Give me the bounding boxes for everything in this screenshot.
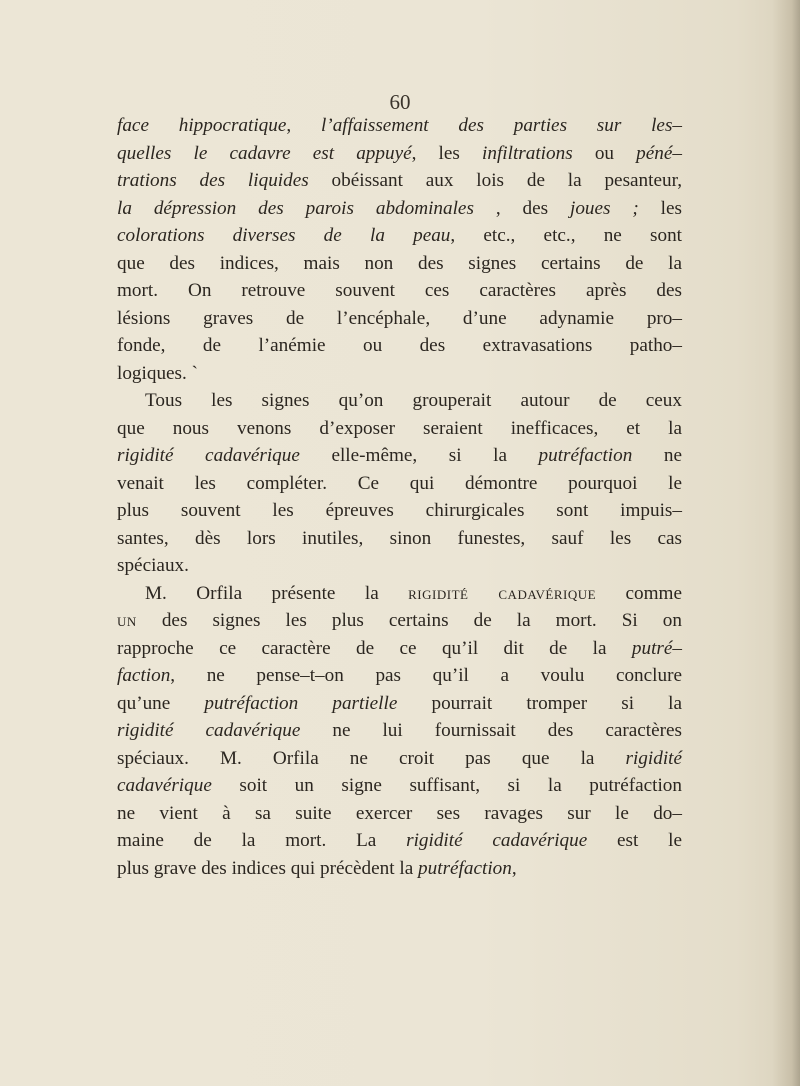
text-line (117, 690, 682, 718)
text-line (117, 415, 682, 443)
text-run: ne (632, 445, 682, 466)
text-line (117, 387, 682, 415)
text-line (117, 470, 682, 498)
text-line (117, 497, 682, 525)
italic-phrase: la dépression des parois abdominales (117, 197, 474, 219)
italic-phrase: rigidité (625, 747, 682, 769)
text-line (117, 717, 682, 745)
small-caps-phrase: un (117, 610, 137, 631)
text-line (117, 662, 682, 690)
text-line (117, 332, 682, 360)
text-run: elle-même, si la (299, 445, 539, 466)
italic-phrase: infiltrations (482, 142, 573, 164)
text-run: , (511, 857, 517, 879)
text-line (117, 855, 682, 883)
text-run: comme (596, 582, 682, 604)
page-edge-shadow (772, 0, 800, 1086)
body-text (117, 112, 682, 882)
text-line (117, 552, 682, 580)
text-run: pourrait tromper si la (397, 692, 683, 714)
text-line (117, 140, 682, 168)
text-run: , (286, 115, 321, 136)
italic-phrase: joues ; (569, 197, 639, 219)
italic-phrase: trations des liquides (117, 170, 309, 191)
text-line (117, 800, 682, 828)
text-run: logiques. ` (117, 362, 199, 384)
text-run: , ne pense–t–on pas qu’il a voulu conclure (170, 665, 682, 686)
text-line (117, 580, 682, 608)
text-run: spéciaux. (117, 555, 189, 576)
text-line (117, 827, 682, 855)
text-line (117, 525, 682, 553)
italic-phrase: rigidité cadavérique (117, 445, 300, 466)
italic-phrase: faction (117, 665, 171, 686)
text-line (117, 635, 682, 663)
italic-phrase: rigidité cadavérique (406, 830, 588, 851)
italic-phrase: putréfaction (418, 857, 512, 879)
italic-phrase: face hippocratique (117, 115, 287, 136)
text-line (117, 167, 682, 195)
text-run: santes, dès lors inutiles, sinon funestes, sauf les cas (117, 527, 682, 549)
text-line (117, 112, 682, 140)
italic-phrase: colorations diverses de la peau (117, 225, 451, 246)
text-run: ne vient à sa suite exercer ses ravages sur le do– (117, 802, 682, 824)
text-run: ou (572, 142, 637, 164)
italic-phrase: l’affaissement des parties sur les– (320, 115, 683, 136)
page-number: 60 (389, 90, 411, 114)
text-run: qu’une (117, 692, 205, 714)
text-line (117, 250, 682, 278)
text-run: venait les compléter. Ce qui démontre pourquoi le (117, 472, 682, 494)
text-run: , les (411, 142, 483, 164)
text-run: les (638, 197, 682, 219)
text-run: M. Orfila présente la (145, 582, 409, 604)
italic-phrase: péné– (636, 142, 682, 164)
text-line (117, 442, 682, 470)
text-line (117, 745, 682, 773)
text-line (117, 222, 682, 250)
text-run: soit un signe suffisant, si la putréfaction (211, 775, 682, 796)
text-run: , etc., etc., ne sont (450, 225, 682, 246)
text-run: des signes les plus certains de la mort. Si on (136, 610, 682, 631)
text-run: mort. On retrouve souvent ces caractères après des (117, 280, 682, 301)
italic-phrase: putréfaction (538, 445, 633, 466)
text-run: rapproche ce caractère de ce qu’il dit de la (117, 637, 632, 659)
text-run: fonde, de l’anémie ou des extravasations patho– (117, 335, 682, 356)
text-line (117, 305, 682, 333)
text-line (117, 607, 682, 635)
text-run: Tous les signes qu’on grouperait autour de ceux (145, 390, 682, 411)
text-run: , des (473, 197, 570, 219)
italic-phrase: putré– (631, 637, 682, 659)
text-line (117, 277, 682, 305)
italic-phrase: quelles le cadavre est appuyé (117, 142, 412, 164)
text-run: que des indices, mais non des signes certains de la (117, 252, 682, 274)
text-line (117, 360, 682, 388)
italic-phrase: putréfaction partielle (204, 692, 398, 714)
text-run: ne lui fournissait des caractères (300, 720, 683, 741)
text-line (117, 195, 682, 223)
text-run: lésions graves de l’encéphale, d’une adynamie pro– (117, 307, 682, 329)
text-run: est le (587, 830, 682, 851)
text-run: plus grave des indices qui précèdent la (117, 857, 419, 879)
text-line (117, 772, 682, 800)
italic-phrase: cadavérique (117, 775, 212, 796)
small-caps-phrase: rigidité cadavérique (408, 582, 597, 604)
text-run: obéissant aux lois de la pesanteur, (308, 170, 682, 191)
italic-phrase: rigidité cadavérique (117, 720, 301, 741)
text-run: que nous venons d’exposer seraient inefficaces, et la (117, 417, 682, 439)
text-run: plus souvent les épreuves chirurgicales sont impuis– (117, 500, 682, 521)
text-run: maine de la mort. La (117, 830, 407, 851)
text-run: spéciaux. M. Orfila ne croit pas que la (117, 747, 626, 769)
